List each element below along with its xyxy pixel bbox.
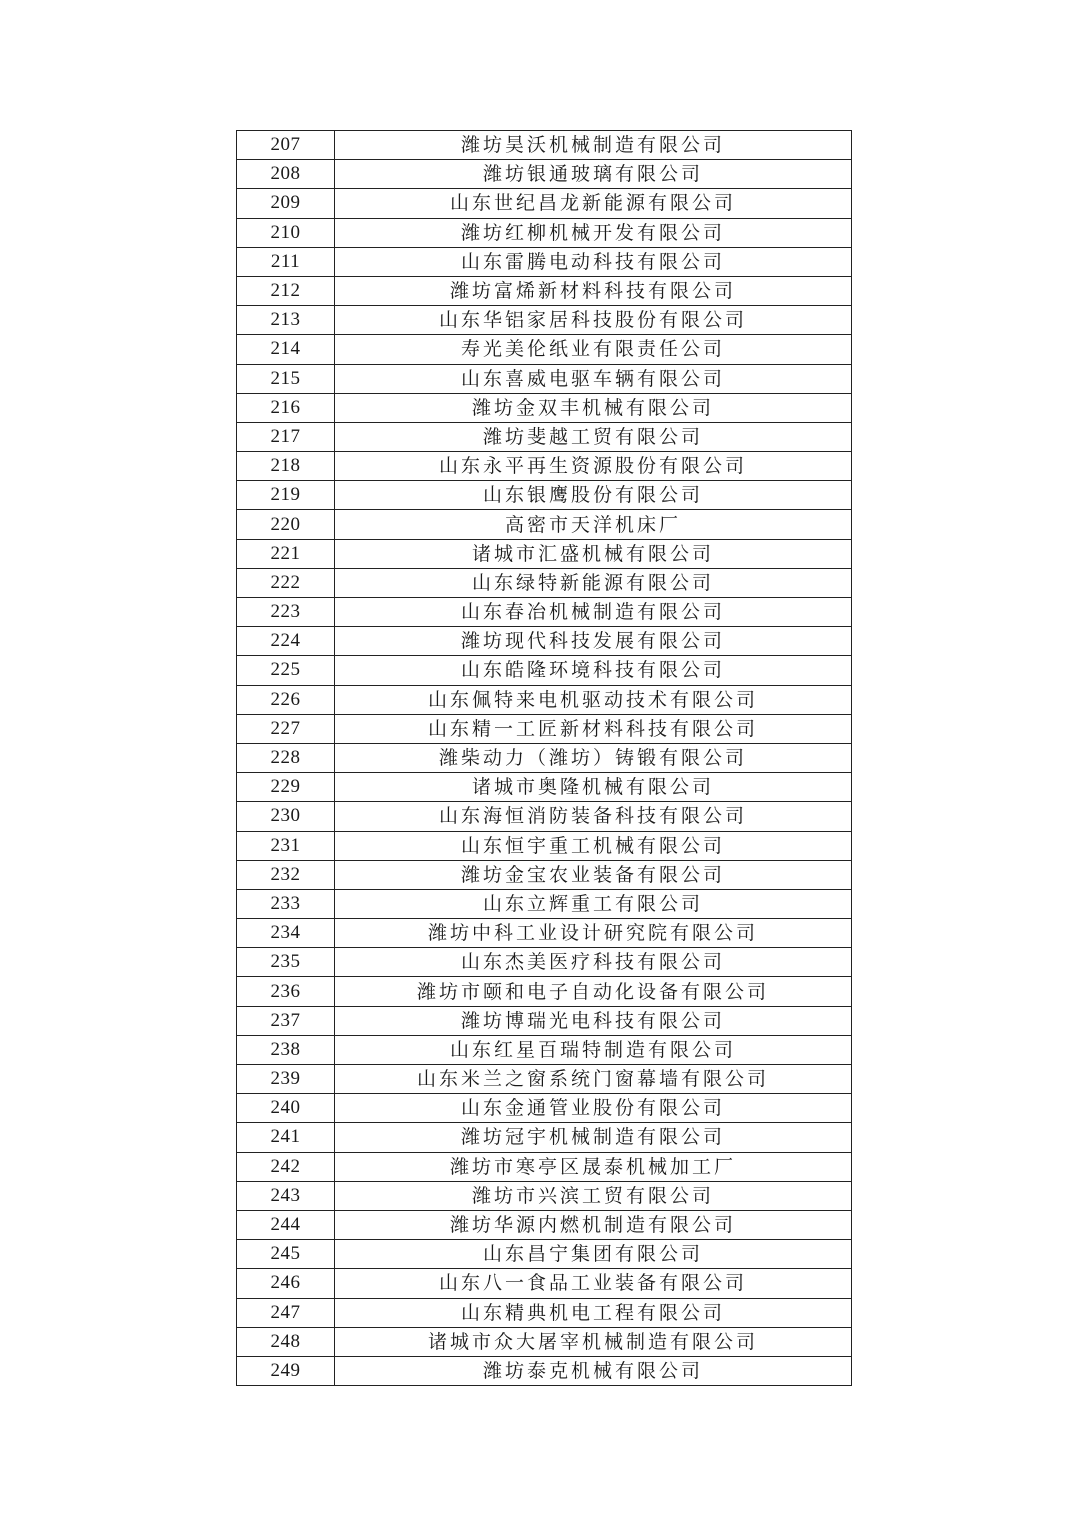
table-row	[237, 539, 852, 568]
company-list-table	[236, 130, 852, 1386]
company-name-cell: 潍坊现代科技发展有限公司	[335, 627, 852, 656]
table-row	[237, 1181, 852, 1210]
row-number-cell: 207	[237, 131, 335, 160]
company-name-cell: 潍坊富烯新材料科技有限公司	[335, 276, 852, 305]
table-row	[237, 802, 852, 831]
company-name-cell: 山东佩特来电机驱动技术有限公司	[335, 685, 852, 714]
table-row	[237, 1006, 852, 1035]
company-name-cell: 山东永平再生资源股份有限公司	[335, 452, 852, 481]
table-row	[237, 919, 852, 948]
company-name-cell: 山东世纪昌龙新能源有限公司	[335, 189, 852, 218]
row-number-cell: 217	[237, 422, 335, 451]
company-name-cell: 诸城市奥隆机械有限公司	[335, 773, 852, 802]
table-row	[237, 247, 852, 276]
company-name-cell: 山东米兰之窗系统门窗幕墙有限公司	[335, 1065, 852, 1094]
company-name-cell: 诸城市汇盛机械有限公司	[335, 539, 852, 568]
table-row	[237, 189, 852, 218]
table-row	[237, 393, 852, 422]
company-name-cell: 山东精典机电工程有限公司	[335, 1298, 852, 1327]
company-name-cell: 潍坊中科工业设计研究院有限公司	[335, 919, 852, 948]
table-row	[237, 1035, 852, 1064]
company-name-cell: 山东春冶机械制造有限公司	[335, 598, 852, 627]
table-body	[237, 131, 852, 1386]
table-row	[237, 218, 852, 247]
company-name-cell: 潍坊市颐和电子自动化设备有限公司	[335, 977, 852, 1006]
company-name-cell: 山东精一工匠新材料科技有限公司	[335, 714, 852, 743]
company-name-cell: 潍坊市寒亭区晟泰机械加工厂	[335, 1152, 852, 1181]
row-number-cell: 226	[237, 685, 335, 714]
table-row	[237, 889, 852, 918]
row-number-cell: 211	[237, 247, 335, 276]
row-number-cell: 234	[237, 919, 335, 948]
table-row	[237, 160, 852, 189]
table-row	[237, 1298, 852, 1327]
table-row	[237, 1240, 852, 1269]
row-number-cell: 244	[237, 1210, 335, 1239]
row-number-cell: 233	[237, 889, 335, 918]
company-name-cell: 诸城市众大屠宰机械制造有限公司	[335, 1327, 852, 1356]
company-name-cell: 潍坊金双丰机械有限公司	[335, 393, 852, 422]
row-number-cell: 241	[237, 1123, 335, 1152]
table-row	[237, 510, 852, 539]
row-number-cell: 232	[237, 860, 335, 889]
company-name-cell: 潍坊华源内燃机制造有限公司	[335, 1210, 852, 1239]
row-number-cell: 222	[237, 568, 335, 597]
table-row	[237, 1152, 852, 1181]
table-row	[237, 656, 852, 685]
row-number-cell: 246	[237, 1269, 335, 1298]
company-name-cell: 潍坊博瑞光电科技有限公司	[335, 1006, 852, 1035]
table-row	[237, 276, 852, 305]
row-number-cell: 230	[237, 802, 335, 831]
company-name-cell: 山东银鹰股份有限公司	[335, 481, 852, 510]
company-name-cell: 山东立辉重工有限公司	[335, 889, 852, 918]
company-name-cell: 潍坊泰克机械有限公司	[335, 1356, 852, 1385]
table-row	[237, 1065, 852, 1094]
company-name-cell: 潍坊银通玻璃有限公司	[335, 160, 852, 189]
row-number-cell: 213	[237, 306, 335, 335]
company-name-cell: 潍坊昊沃机械制造有限公司	[335, 131, 852, 160]
company-name-cell: 潍柴动力（潍坊）铸锻有限公司	[335, 743, 852, 772]
row-number-cell: 231	[237, 831, 335, 860]
company-name-cell: 山东杰美医疗科技有限公司	[335, 948, 852, 977]
row-number-cell: 238	[237, 1035, 335, 1064]
table-row	[237, 948, 852, 977]
row-number-cell: 249	[237, 1356, 335, 1385]
row-number-cell: 237	[237, 1006, 335, 1035]
table-row	[237, 1327, 852, 1356]
table-row	[237, 335, 852, 364]
table-row	[237, 452, 852, 481]
table-row	[237, 306, 852, 335]
row-number-cell: 223	[237, 598, 335, 627]
table-row	[237, 1356, 852, 1385]
company-name-cell: 高密市天洋机床厂	[335, 510, 852, 539]
row-number-cell: 220	[237, 510, 335, 539]
company-name-cell: 潍坊市兴滨工贸有限公司	[335, 1181, 852, 1210]
row-number-cell: 212	[237, 276, 335, 305]
company-name-cell: 潍坊斐越工贸有限公司	[335, 422, 852, 451]
table-row	[237, 598, 852, 627]
table-row	[237, 860, 852, 889]
company-name-cell: 山东雷腾电动科技有限公司	[335, 247, 852, 276]
table-row	[237, 977, 852, 1006]
table-row	[237, 627, 852, 656]
company-name-cell: 山东恒宇重工机械有限公司	[335, 831, 852, 860]
company-name-cell: 山东金通管业股份有限公司	[335, 1094, 852, 1123]
row-number-cell: 229	[237, 773, 335, 802]
company-name-cell: 山东喜威电驱车辆有限公司	[335, 364, 852, 393]
row-number-cell: 219	[237, 481, 335, 510]
company-name-cell: 山东昌宁集团有限公司	[335, 1240, 852, 1269]
company-name-cell: 山东海恒消防装备科技有限公司	[335, 802, 852, 831]
row-number-cell: 218	[237, 452, 335, 481]
row-number-cell: 209	[237, 189, 335, 218]
row-number-cell: 228	[237, 743, 335, 772]
company-name-cell: 山东华铝家居科技股份有限公司	[335, 306, 852, 335]
row-number-cell: 225	[237, 656, 335, 685]
table-row	[237, 568, 852, 597]
row-number-cell: 210	[237, 218, 335, 247]
company-name-cell: 潍坊金宝农业装备有限公司	[335, 860, 852, 889]
company-name-cell: 山东红星百瑞特制造有限公司	[335, 1035, 852, 1064]
row-number-cell: 235	[237, 948, 335, 977]
table-row	[237, 831, 852, 860]
table-row	[237, 743, 852, 772]
row-number-cell: 245	[237, 1240, 335, 1269]
table-row	[237, 1123, 852, 1152]
row-number-cell: 224	[237, 627, 335, 656]
row-number-cell: 248	[237, 1327, 335, 1356]
row-number-cell: 247	[237, 1298, 335, 1327]
table-row	[237, 1210, 852, 1239]
company-name-cell: 寿光美伦纸业有限责任公司	[335, 335, 852, 364]
table-row	[237, 1269, 852, 1298]
company-name-cell: 山东绿特新能源有限公司	[335, 568, 852, 597]
row-number-cell: 214	[237, 335, 335, 364]
row-number-cell: 242	[237, 1152, 335, 1181]
row-number-cell: 208	[237, 160, 335, 189]
row-number-cell: 236	[237, 977, 335, 1006]
table-row	[237, 773, 852, 802]
table-row	[237, 714, 852, 743]
row-number-cell: 216	[237, 393, 335, 422]
table-row	[237, 481, 852, 510]
table-row	[237, 1094, 852, 1123]
table-row	[237, 364, 852, 393]
table-row	[237, 422, 852, 451]
row-number-cell: 215	[237, 364, 335, 393]
company-name-cell: 山东八一食品工业装备有限公司	[335, 1269, 852, 1298]
row-number-cell: 239	[237, 1065, 335, 1094]
company-name-cell: 山东皓隆环境科技有限公司	[335, 656, 852, 685]
row-number-cell: 227	[237, 714, 335, 743]
company-name-cell: 潍坊冠宇机械制造有限公司	[335, 1123, 852, 1152]
table-row	[237, 685, 852, 714]
table-row	[237, 131, 852, 160]
company-name-cell: 潍坊红柳机械开发有限公司	[335, 218, 852, 247]
row-number-cell: 221	[237, 539, 335, 568]
row-number-cell: 240	[237, 1094, 335, 1123]
row-number-cell: 243	[237, 1181, 335, 1210]
